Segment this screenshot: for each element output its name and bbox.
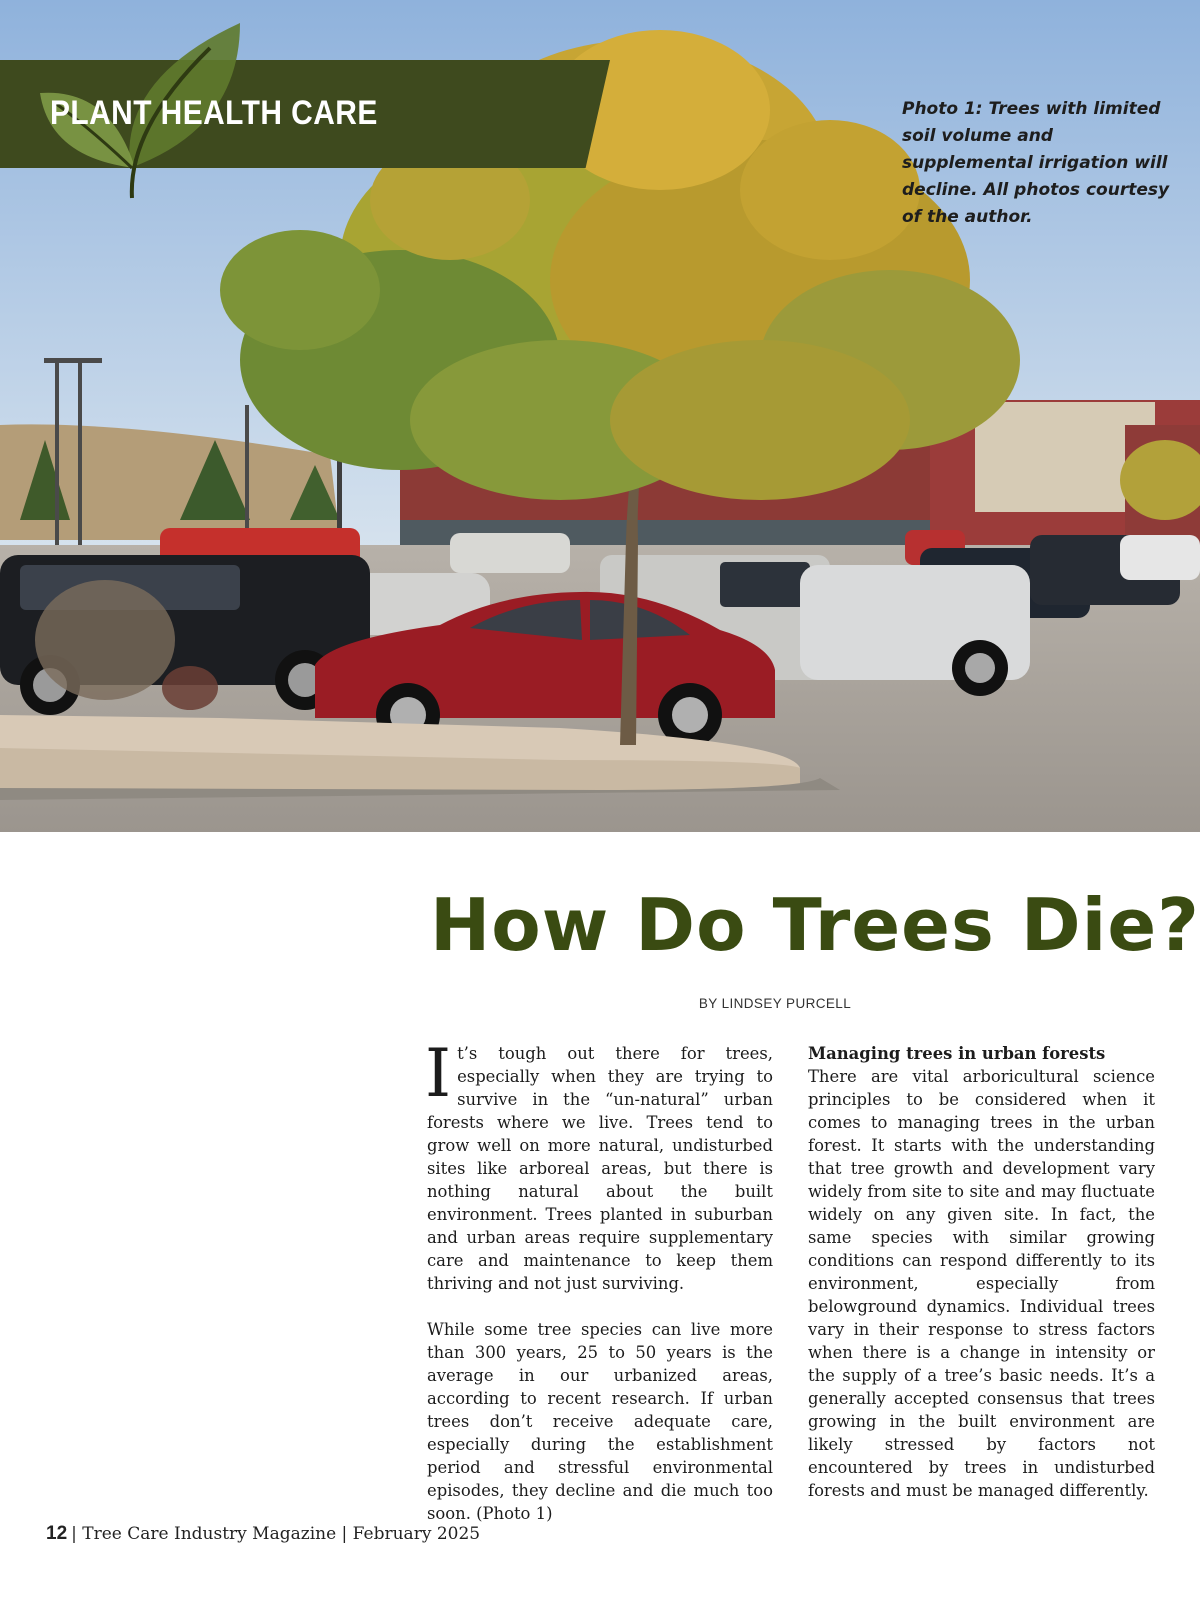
paragraph-2: While some tree species can live more than 300 years, 25 to 50 years is the average in our urbanized areas, according to recent research. If urban trees don’t receive adequate care, especially during the establishment period and stressful environmental episodes, they decline and die much too soon. (Photo 1) [427,1320,773,1523]
section-subhead: Managing trees in urban forests [808,1044,1106,1063]
publication-line: | Tree Care Industry Magazine | February 2025 [71,1524,481,1544]
paragraph-3-block [808,1042,1155,1502]
page-footer [46,1523,480,1545]
dropcap: I [425,1035,452,1112]
paragraph-1-text: t’s tough out there for trees, especially when they are trying to survive in the “un-natural” urban forests where we live. Trees tend to grow well on more natural, undisturbed sites like arboreal areas, but there is nothing natural about the built environment. Trees planted in suburban and urban areas require supplementary care and maintenance to keep them thriving and not just surviving. [427,1044,773,1293]
paragraph-1 [425,1035,773,1295]
body-column-left [425,1035,773,1548]
paragraph-3: There are vital arboricultural science principles to be considered when it comes to managing trees in the urban forest. It starts with the understanding that tree growth and development vary widely from site to site and may fluctuate widely on any given site. In fact, the same species with similar growing conditions can respond differently to its environment, especially from belowground dynamics. Individual trees vary in their response to stress factors when there is a change in intensity or the supply of a tree’s basic needs. It’s a generally accepted consensus that trees growing in the built environment are likely stressed by factors not encountered by trees in undisturbed forests and must be managed differently. [808,1067,1155,1500]
photo-caption: Photo 1: Trees with limited soil volume and supplemental irrigation will decline. All photos courtesy of the author. [902,99,1170,227]
byline: BY LINDSEY PURCELL [698,996,852,1011]
page-number: 12 [46,1523,68,1544]
body-column-right [808,1042,1155,1525]
section-label: PLANT HEALTH CARE [50,94,378,132]
article-title: How Do Trees Die? [430,883,1200,967]
